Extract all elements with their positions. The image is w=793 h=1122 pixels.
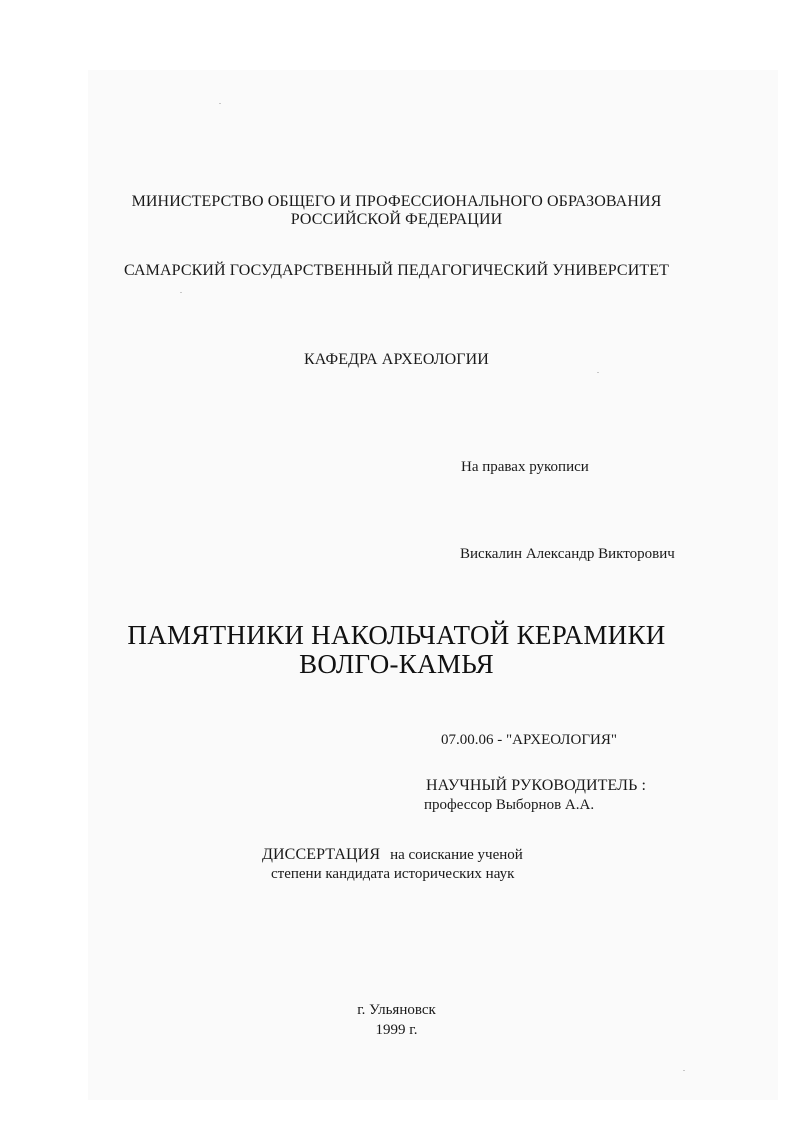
manuscript-note: На правах рукописи: [461, 459, 589, 475]
supervisor-name: профессор Выборнов А.А.: [424, 797, 595, 813]
city: г. Ульяновск: [357, 1002, 436, 1018]
scan-speck: [597, 372, 599, 373]
university-name: САМАРСКИЙ ГОСУДАРСТВЕННЫЙ ПЕДАГОГИЧЕСКИЙ УНИВЕРСИТЕТ: [124, 262, 669, 279]
ministry-line-2: РОССИЙСКОЙ ФЕДЕРАЦИИ: [290, 211, 503, 228]
dissertation-title-line-2: ВОЛГО-КАМЬЯ: [299, 649, 494, 679]
dissertation-line-1: [262, 847, 523, 863]
specialty-code: 07.00.06 - "АРХЕОЛОГИЯ": [441, 732, 617, 748]
scan-speck: [180, 292, 182, 293]
dissertation-line-2: степени кандидата исторических наук: [271, 866, 515, 882]
author-name: Вискалин Александр Викторович: [460, 546, 675, 562]
dissertation-purpose: на соискание ученой: [390, 847, 523, 863]
ministry-line-1: МИНИСТЕРСТВО ОБЩЕГО И ПРОФЕССИОНАЛЬНОГО ОБРАЗОВАНИЯ: [131, 193, 662, 210]
department-name: КАФЕДРА АРХЕОЛОГИИ: [304, 351, 489, 368]
supervisor-label: НАУЧНЫЙ РУКОВОДИТЕЛЬ :: [426, 777, 647, 794]
year: 1999 г.: [375, 1022, 418, 1038]
dissertation-label: ДИССЕРТАЦИЯ: [262, 846, 381, 863]
scan-speck: [683, 1070, 685, 1071]
dissertation-title-line-1: ПАМЯТНИКИ НАКОЛЬЧАТОЙ КЕРАМИКИ: [127, 620, 666, 650]
scan-speck: [219, 103, 221, 104]
